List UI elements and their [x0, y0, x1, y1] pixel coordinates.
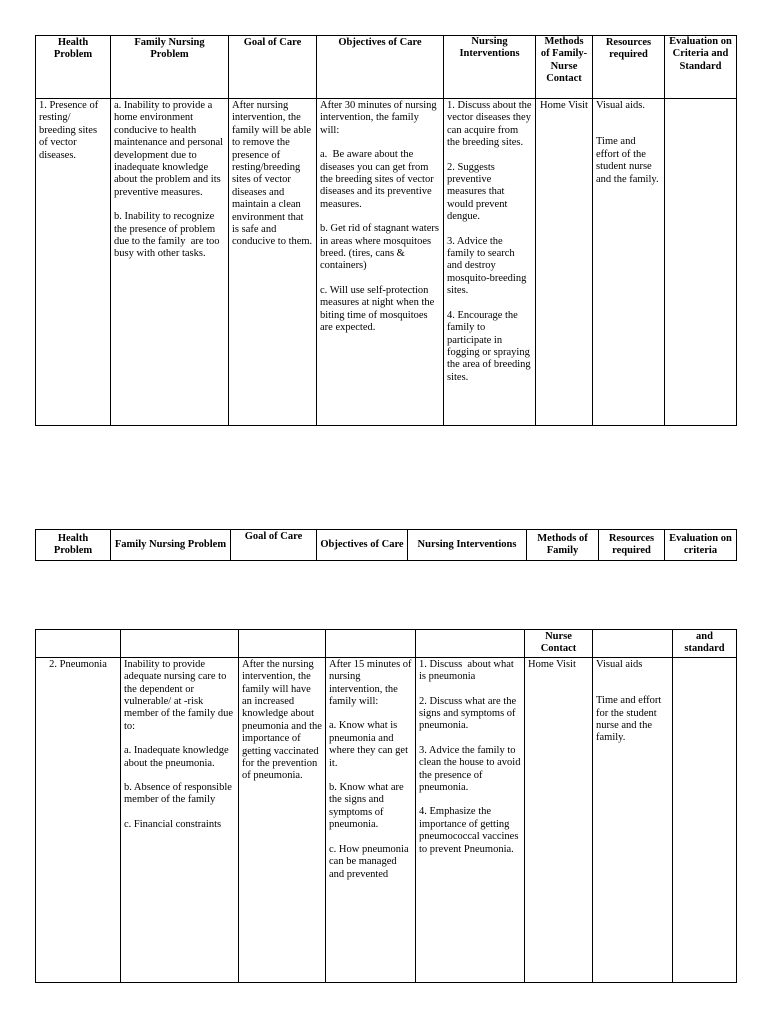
header-family-nursing-problem: Family Nursing Problem: [111, 530, 231, 561]
cell-health-problem: 2. Pneumonia: [36, 657, 121, 982]
cell-method-of-contact: Home Visit: [536, 99, 593, 426]
cell-family-nursing-problem: a. Inability to provide a home environment conducive to health maintenance and personal development due to inadequate knowledge about the problem and its preventive measures. b. Inability to recognize the presence of problem due to the family are too busy with other tasks.: [111, 99, 229, 426]
header-blank: [36, 630, 121, 658]
nursing-care-plan-table-2-header: [35, 529, 737, 561]
header-resources-required: Resources required: [599, 530, 665, 561]
header-methods-of-contact: Methods of Family-Nurse Contact: [536, 36, 593, 99]
header-nursing-interventions: Nursing Interventions: [408, 530, 527, 561]
header-objectives-of-care: Objectives of Care: [317, 36, 444, 99]
cell-objectives-of-care: After 30 minutes of nursing intervention, the family will: a. Be aware about the diseases you can get from the breeding sites of vector diseases and its preventive measures. b. Get rid of stagnant waters in areas where mosquitoes breed. (tires, cans & containers) c. Will use self-protection measures at night when the biting time of mosquitoes are expected.: [317, 99, 444, 426]
cell-nursing-interventions: 1. Discuss about what is pneumonia 2. Discuss what are the signs and symptoms of pneumonia. 3. Advice the family to clean the house to avoid the presence of pneumonia. 4. Emphasize the importance of getting pneumococcal vaccines to prevent Pneumonia.: [416, 657, 525, 982]
header-methods-of-family: Methods of Family: [527, 530, 599, 561]
header-goal-of-care: Goal of Care: [229, 36, 317, 99]
header-blank: [239, 630, 326, 658]
cell-evaluation: [665, 99, 737, 426]
header-health-problem: Health Problem: [36, 530, 111, 561]
cell-resources-required: Visual aids. Time and effort of the student nurse and the family.: [593, 99, 665, 426]
nursing-care-plan-table-3: [35, 629, 737, 983]
cell-family-nursing-problem: Inability to provide adequate nursing care to the dependent or vulnerable/ at -risk member of the family due to: a. Inadequate knowledge about the pneumonia. b. Absence of responsible member of the family c. Financial constraints: [121, 657, 239, 982]
header-family-nursing-problem: Family Nursing Problem: [111, 36, 229, 99]
header-health-problem: Health Problem: [36, 36, 111, 99]
header-blank: [416, 630, 525, 658]
cell-method-of-contact: Home Visit: [525, 657, 593, 982]
header-evaluation: Evaluation on Criteria and Standard: [665, 36, 737, 99]
nursing-care-plan-table-1: [35, 35, 737, 426]
cell-health-problem: 1. Presence of resting/ breeding sites of vector diseases.: [36, 99, 111, 426]
cell-objectives-of-care: After 15 minutes of nursing intervention, the family will: a. Know what is pneumonia and where they can get it. b. Know what are the signs and symptoms of pneumonia. c. How pneumonia can be managed and prevented: [326, 657, 416, 982]
header-nurse-contact: Nurse Contact: [525, 630, 593, 658]
header-blank: [593, 630, 673, 658]
cell-evaluation: [673, 657, 737, 982]
cell-goal-of-care: After the nursing intervention, the family will have an increased knowledge about pneumonia and the importance of getting vaccinated for the prevention of pneumonia.: [239, 657, 326, 982]
header-goal-of-care: Goal of Care: [231, 530, 317, 561]
cell-resources-required: Visual aids Time and effort for the student nurse and the family.: [593, 657, 673, 982]
header-objectives-of-care: Objectives of Care: [317, 530, 408, 561]
header-nursing-interventions: Nursing Interventions: [444, 36, 536, 99]
cell-nursing-interventions: 1. Discuss about the vector diseases they can acquire from the breeding sites. 2. Suggests preventive measures that would prevent dengue. 3. Advice the family to search and destroy mosquito-breeding sites. 4. Encourage the family to participate in fogging or spraying the area of breeding sites.: [444, 99, 536, 426]
cell-goal-of-care: After nursing intervention, the family will be able to remove the presence of resting/breeding sites of vector diseases and maintain a clean environment that is safe and conducive to them.: [229, 99, 317, 426]
header-blank: [121, 630, 239, 658]
header-evaluation: Evaluation on criteria: [665, 530, 737, 561]
header-and-standard: and standard: [673, 630, 737, 658]
header-resources-required: Resources required: [593, 36, 665, 99]
header-blank: [326, 630, 416, 658]
